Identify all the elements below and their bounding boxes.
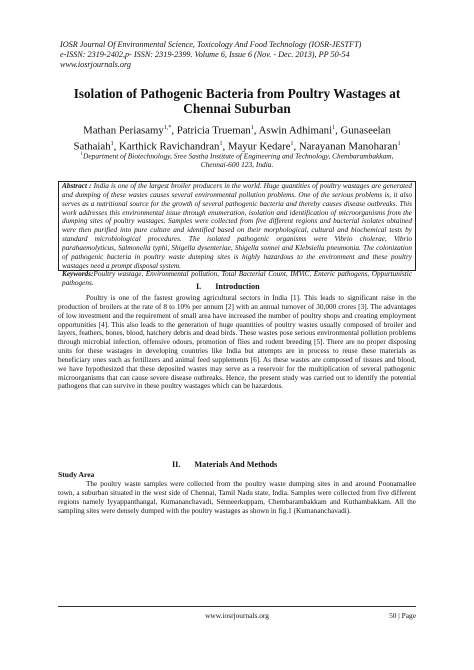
affiliation-line-1: [40, 150, 434, 160]
section-heading-introduction: [196, 282, 260, 292]
author-superscript: 1: [219, 140, 223, 147]
author-name: Mathan Periasamy: [83, 124, 164, 137]
author-superscript: 1: [397, 140, 401, 147]
page-number: 50 | Page: [389, 611, 416, 620]
subsection-heading-study-area: Study Area: [58, 470, 95, 479]
section-heading-methods: [172, 460, 277, 470]
author-superscript: 1,: [163, 125, 169, 131]
corresponding-author-mark: *: [168, 125, 172, 131]
paper-title: [40, 86, 434, 116]
affiliation-text: Department of Biotechnology, Sree Sastha Institute of Engineering and Technology, Chembarambakkam,: [83, 151, 394, 161]
journal-issn: e-ISSN: 2319-2402,p- ISSN: 2319-2399. Volume 6, Issue 6 (Nov. - Dec. 2013), PP 50-54: [60, 50, 350, 59]
author-superscript: 1: [110, 140, 114, 147]
affiliation-superscript: 1: [80, 152, 84, 157]
study-area-paragraph: The poultry waste samples were collected from the poultry waste dumping sites in and around Poonamallee town, a suburban situated in the west side of Chennai, Tamil Nadu state, India. Samples were collected from five different regions namely Iyyappanthangal, Kumananchavadi, Senneerkuppam, Chembarambakkam and Kuthambakkam. All the sampling sites were densely dumped with the poultry wastages as shown in fig.1 (Kumananchavadi).: [58, 480, 416, 515]
author-name: , Mayur Kedare: [222, 140, 291, 153]
author-line-1: [50, 122, 424, 138]
section-number: I.: [196, 282, 202, 291]
affiliation-line-2: Chennai-600 123, India.: [200, 160, 274, 170]
author-name: , Aswin Adhimani: [253, 124, 333, 137]
section-title: Materials And Methods: [194, 460, 278, 469]
keywords-label: Keywords:: [62, 270, 94, 279]
footer-url[interactable]: www.iosrjournals.org: [205, 611, 269, 620]
author-superscript: 1: [290, 140, 294, 147]
journal-name: IOSR Journal Of Environmental Science, Toxicology And Food Technology (IOSR-JESTFT): [60, 40, 362, 49]
section-title: Introduction: [215, 282, 260, 291]
introduction-paragraph: Poultry is one of the fastest growing agricultural sectors in India [1]. This leads to significant raise in the production of broilers at the rate of 8 to 10% per annum [2] with an annual turnover of 30,000 crores [3]. The advantages of low investment and the requirement of small area have increased the number of poultry shops and creating employment opportunities [4]. This also leads to the generation of huge quantities of poultry wastes usually composed of broiler and layers, feathers, bones, blood, hatchery debris and dead birds. These wastes pose serious environmental pollution problems through microbial infection, offensive odours, promotion of flies and rodent breeding [5]. There are no proper disposing units for these wastages in developing countries like India but attempts are in process to reuse these materials as beneficiary ones such as fertilizers and animal feed supplements [6]. As these wastes are composed of tissues and blood, we have hypothesized that these deposited wastes may serve as a reservoir for the multiplication of several pathogenic microorganisms that can cause severe disease outbreaks. Hence, the present study was carried out to identify the potential pathogens that can survive in these poultry wastages which can be hazardous.: [58, 294, 416, 391]
author-name: , Narayanan Manoharan: [293, 140, 398, 153]
paper-title-line-2: Chennai Suburban: [183, 101, 291, 116]
abstract: [62, 182, 412, 270]
author-name: , Karthick Ravichandran: [113, 140, 220, 153]
keywords-text: Poultry wastage, Environmental pollution, Total Bacterial Count, IMViC, Enteric pathogens, Oppurtunistic pathogens.: [62, 270, 412, 288]
author-name: Sathaiah: [73, 140, 111, 153]
affiliation: [40, 150, 434, 169]
section-number: II.: [172, 460, 181, 469]
paper-title-line-1: Isolation of Pathogenic Bacteria from Poultry Wastages at: [73, 86, 401, 101]
journal-url[interactable]: www.iosrjournals.org: [60, 60, 131, 69]
abstract-label: Abstract :: [62, 182, 92, 190]
journal-header: [60, 40, 420, 70]
author-name: , Gunaseelan: [335, 124, 391, 137]
abstract-text: India is one of the largest broiler producers in the world. Huge quantities of poultry wastages are generated and dumping of these wastes causes several environmental pollution problems. One of the serious problems is, it also serves as a nutritional source for the growth of several pathogenic bacteria and thereby causes disease outbreaks. This work addresses this environmental issue through enumeration, isolation and identification of microorganisms from the dumping sites of poultry wastages. Samples were collected from five different regions and bacterial isolates obtained were then purified into pure culture and identified based on their morphological, cultural and biochemical tests by standard microbiological procedures. The isolated pathogenic organisms were Vibrio cholerae, Vibrio parahaemolyticus, Salmonella typhi, Shigella dysenteriae, Shigella sonnei and Klebsiella pneumonia. The colonization of pathogenic bacteria in poultry waste dumping sites is highly hazardous to the environment and these poultry wastages need a prompt disposal system.: [62, 182, 413, 270]
author-name: , Patricia Trueman: [171, 124, 251, 137]
author-superscript: 1: [250, 125, 254, 131]
author-superscript: 1: [332, 125, 336, 131]
footer-divider: [58, 606, 416, 607]
author-list: [50, 122, 424, 153]
